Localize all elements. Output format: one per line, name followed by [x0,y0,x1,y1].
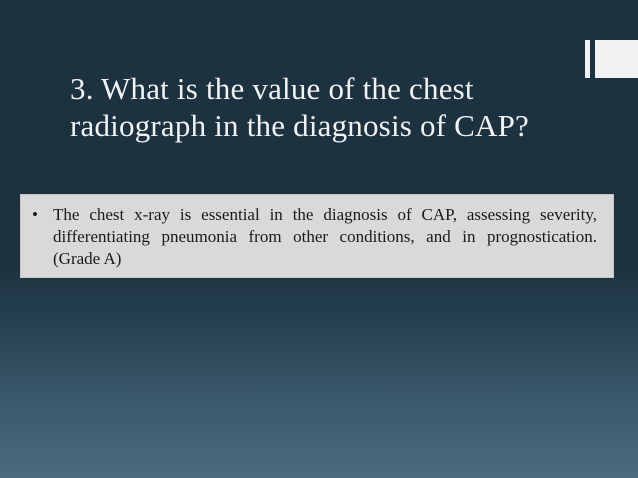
decorative-bar-thick [595,40,638,78]
bullet-marker: • [32,205,38,224]
decorative-bar-thin [585,40,590,78]
content-box [20,194,614,278]
bullet-item [32,204,597,270]
decorative-bars [585,40,638,78]
slide-title: 3. What is the value of the chest radiograph in the diagnosis of CAP? [70,71,530,143]
bullet-text: The chest x-ray is essential in the diagnosis of CAP, assessing severity, differentiating pneumonia from other conditions, and in prognostication. (Grade A) [53,205,597,268]
